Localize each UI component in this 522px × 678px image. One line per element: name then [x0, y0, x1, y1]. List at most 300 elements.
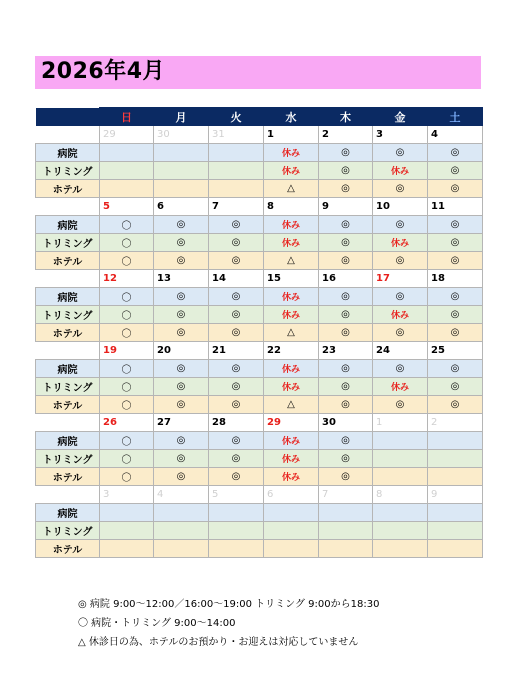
date-cell: 19: [100, 342, 154, 360]
trimming-status-cell: [209, 378, 264, 396]
trimming-status-cell: [100, 378, 154, 396]
hospital-row: [36, 144, 483, 162]
hotel-status-cell: [209, 540, 264, 558]
date-row: [36, 198, 483, 216]
trimming-status-cell: [428, 378, 483, 396]
trimming-status-cell: [154, 522, 209, 540]
trimming-status-cell: [209, 450, 264, 468]
hospital-status-cell: [264, 432, 319, 450]
trimming-status-cell: [319, 234, 373, 252]
trimming-status-cell: [373, 162, 428, 180]
date-cell: 15: [264, 270, 319, 288]
hotel-row: [36, 180, 483, 198]
trimming-status-cell: [428, 522, 483, 540]
status-mark: ◎: [341, 435, 350, 446]
trimming-status-cell: [428, 162, 483, 180]
hospital-label: 病院: [36, 288, 100, 306]
status-mark: ◎: [231, 399, 241, 410]
trimming-status-cell: [428, 450, 483, 468]
status-mark: ◎: [395, 255, 405, 266]
status-mark: 休み: [390, 239, 409, 249]
status-mark: 休み: [390, 383, 409, 393]
date-cell: 9: [319, 198, 373, 216]
date-row-spacer: [36, 414, 100, 432]
hospital-label: 病院: [36, 360, 100, 378]
status-mark: ◎: [450, 381, 460, 392]
status-mark: 〇: [121, 473, 132, 484]
trimming-status-cell: [264, 522, 319, 540]
hotel-status-cell: [154, 252, 209, 270]
status-mark: 休み: [390, 167, 409, 177]
date-cell: 18: [428, 270, 483, 288]
status-mark: 休み: [281, 437, 300, 447]
trimming-status-cell: [154, 306, 209, 324]
status-mark: ◎: [176, 219, 186, 230]
date-cell: 8: [373, 486, 428, 504]
status-mark: ◎: [450, 183, 460, 194]
hotel-row: [36, 540, 483, 558]
hospital-status-cell: [264, 360, 319, 378]
hospital-status-cell: [100, 216, 154, 234]
status-mark: ◎: [341, 183, 350, 194]
weekday-header: 土: [428, 108, 483, 126]
trimming-status-cell: [209, 522, 264, 540]
hotel-status-cell: [319, 396, 373, 414]
trimming-status-cell: [154, 450, 209, 468]
trimming-status-cell: [209, 306, 264, 324]
trimming-status-cell: [264, 162, 319, 180]
trimming-row: [36, 162, 483, 180]
date-cell: 29: [264, 414, 319, 432]
hotel-status-cell: [373, 468, 428, 486]
trimming-status-cell: [319, 162, 373, 180]
hotel-status-cell: [264, 468, 319, 486]
hospital-status-cell: [209, 432, 264, 450]
date-cell: 11: [428, 198, 483, 216]
date-cell: 16: [319, 270, 373, 288]
date-cell: 29: [100, 126, 154, 144]
hotel-label: ホテル: [36, 180, 100, 198]
weekday-header: 水: [264, 108, 319, 126]
status-mark: ◎: [341, 453, 350, 464]
status-mark: 休み: [281, 149, 300, 159]
weekday-header: 火: [209, 108, 264, 126]
date-row-spacer: [36, 270, 100, 288]
trimming-status-cell: [154, 162, 209, 180]
status-mark: 休み: [281, 293, 300, 303]
hotel-status-cell: [100, 540, 154, 558]
hotel-status-cell: [264, 324, 319, 342]
trimming-status-cell: [373, 450, 428, 468]
date-cell: 2: [319, 126, 373, 144]
hotel-status-cell: [154, 324, 209, 342]
trimming-status-cell: [319, 450, 373, 468]
hospital-label: 病院: [36, 504, 100, 522]
hospital-status-cell: [373, 288, 428, 306]
trimming-status-cell: [264, 378, 319, 396]
title-banner: [35, 56, 481, 89]
hotel-status-cell: [428, 540, 483, 558]
trimming-label: トリミング: [36, 306, 100, 324]
hotel-status-cell: [209, 324, 264, 342]
corner-blank: [36, 108, 100, 126]
hospital-status-cell: [209, 360, 264, 378]
date-row: [36, 414, 483, 432]
hospital-status-cell: [209, 288, 264, 306]
hotel-status-cell: [428, 468, 483, 486]
hotel-status-cell: [154, 396, 209, 414]
status-mark: ◎: [450, 327, 460, 338]
page-title: 2026年4月: [41, 59, 166, 84]
hospital-row: [36, 504, 483, 522]
hotel-status-cell: [209, 252, 264, 270]
date-row-spacer: [36, 486, 100, 504]
hotel-status-cell: [319, 540, 373, 558]
status-mark: ◎: [231, 327, 241, 338]
status-mark: 休み: [281, 383, 300, 393]
hospital-status-cell: [264, 144, 319, 162]
status-mark: 〇: [121, 455, 132, 466]
status-mark: ◎: [176, 255, 186, 266]
date-cell: 25: [428, 342, 483, 360]
status-mark: ◎: [176, 237, 186, 248]
status-mark: ◎: [341, 255, 350, 266]
status-mark: ◎: [395, 327, 405, 338]
status-mark: 休み: [390, 311, 409, 321]
date-cell: 7: [319, 486, 373, 504]
hotel-row: [36, 252, 483, 270]
hotel-status-cell: [319, 252, 373, 270]
status-mark: 休み: [281, 239, 300, 249]
weekday-header: 月: [154, 108, 209, 126]
status-mark: ◎: [450, 363, 460, 374]
status-mark: 〇: [121, 293, 132, 304]
date-cell: 31: [209, 126, 264, 144]
hospital-status-cell: [319, 216, 373, 234]
date-cell: 3: [373, 126, 428, 144]
status-mark: ◎: [450, 147, 460, 158]
trimming-row: [36, 378, 483, 396]
trimming-label: トリミング: [36, 450, 100, 468]
hotel-label: ホテル: [36, 252, 100, 270]
date-cell: 30: [154, 126, 209, 144]
legend-line-3: △ 休診日の為、ホテルのお預かり・お迎えは対応していません: [78, 637, 359, 648]
status-mark: ◎: [176, 435, 186, 446]
hospital-status-cell: [154, 144, 209, 162]
status-mark: ◎: [395, 399, 405, 410]
date-cell: 17: [373, 270, 428, 288]
hospital-status-cell: [319, 360, 373, 378]
hospital-status-cell: [264, 288, 319, 306]
hotel-status-cell: [100, 396, 154, 414]
status-mark: 休み: [281, 473, 300, 483]
hospital-status-cell: [264, 504, 319, 522]
hospital-status-cell: [100, 432, 154, 450]
hotel-status-cell: [428, 396, 483, 414]
hospital-status-cell: [373, 432, 428, 450]
hospital-status-cell: [319, 504, 373, 522]
status-mark: ◎: [395, 363, 405, 374]
date-cell: 21: [209, 342, 264, 360]
trimming-status-cell: [100, 162, 154, 180]
hospital-status-cell: [154, 504, 209, 522]
date-cell: 14: [209, 270, 264, 288]
status-mark: ◎: [231, 453, 241, 464]
date-cell: 27: [154, 414, 209, 432]
trimming-status-cell: [209, 162, 264, 180]
hotel-status-cell: [428, 180, 483, 198]
status-mark: ◎: [231, 219, 241, 230]
hotel-label: ホテル: [36, 540, 100, 558]
date-cell: 4: [154, 486, 209, 504]
status-mark: 〇: [121, 239, 132, 250]
hospital-status-cell: [373, 360, 428, 378]
hotel-status-cell: [100, 324, 154, 342]
hotel-status-cell: [100, 252, 154, 270]
status-mark: ◎: [450, 255, 460, 266]
hotel-status-cell: [209, 468, 264, 486]
status-mark: ◎: [176, 399, 186, 410]
trimming-status-cell: [319, 522, 373, 540]
hospital-status-cell: [154, 360, 209, 378]
weekday-header-row: [36, 108, 483, 126]
status-mark: 〇: [121, 329, 132, 340]
hotel-status-cell: [319, 180, 373, 198]
calendar-table: [35, 107, 483, 558]
date-row-spacer: [36, 126, 100, 144]
status-mark: ◎: [231, 363, 241, 374]
status-mark: ◎: [395, 219, 405, 230]
date-cell: 26: [100, 414, 154, 432]
hospital-status-cell: [264, 216, 319, 234]
date-cell: 23: [319, 342, 373, 360]
status-mark: ◎: [231, 291, 241, 302]
trimming-status-cell: [154, 234, 209, 252]
hospital-status-cell: [373, 504, 428, 522]
hotel-row: [36, 396, 483, 414]
hospital-status-cell: [373, 216, 428, 234]
status-mark: ◎: [341, 237, 350, 248]
trimming-status-cell: [100, 306, 154, 324]
hotel-status-cell: [154, 540, 209, 558]
trimming-row: [36, 522, 483, 540]
hospital-status-cell: [373, 144, 428, 162]
date-cell: 24: [373, 342, 428, 360]
hospital-status-cell: [154, 288, 209, 306]
hospital-status-cell: [428, 144, 483, 162]
hospital-row: [36, 216, 483, 234]
hospital-status-cell: [319, 432, 373, 450]
status-mark: ◎: [231, 237, 241, 248]
status-mark: ◎: [176, 309, 186, 320]
hospital-status-cell: [319, 288, 373, 306]
weekday-header: 日: [100, 108, 154, 126]
trimming-status-cell: [373, 306, 428, 324]
status-mark: ◎: [231, 255, 241, 266]
status-mark: ◎: [341, 471, 350, 482]
date-cell: 5: [209, 486, 264, 504]
trimming-row: [36, 306, 483, 324]
hotel-label: ホテル: [36, 468, 100, 486]
status-mark: 〇: [121, 401, 132, 412]
status-mark: ◎: [231, 381, 241, 392]
status-mark: 〇: [121, 437, 132, 448]
hospital-row: [36, 432, 483, 450]
hospital-status-cell: [428, 288, 483, 306]
status-mark: ◎: [341, 309, 350, 320]
status-mark: 〇: [121, 257, 132, 268]
hotel-status-cell: [373, 396, 428, 414]
hotel-status-cell: [319, 468, 373, 486]
trimming-label: トリミング: [36, 162, 100, 180]
status-mark: ◎: [341, 363, 350, 374]
date-row: [36, 270, 483, 288]
trimming-status-cell: [319, 306, 373, 324]
hospital-status-cell: [100, 144, 154, 162]
hospital-status-cell: [209, 216, 264, 234]
status-mark: ◎: [450, 291, 460, 302]
status-mark: ◎: [341, 399, 350, 410]
status-mark: 休み: [281, 365, 300, 375]
trimming-label: トリミング: [36, 522, 100, 540]
legend-line-2: 〇 病院・トリミング 9:00～14:00: [78, 618, 236, 629]
status-mark: ◎: [341, 165, 350, 176]
hotel-status-cell: [264, 540, 319, 558]
hotel-status-cell: [428, 324, 483, 342]
trimming-status-cell: [428, 234, 483, 252]
hospital-row: [36, 288, 483, 306]
status-mark: ◎: [231, 471, 241, 482]
hotel-row: [36, 324, 483, 342]
date-cell: 20: [154, 342, 209, 360]
status-mark: ◎: [231, 435, 241, 446]
trimming-status-cell: [264, 306, 319, 324]
hotel-status-cell: [319, 324, 373, 342]
status-mark: 休み: [281, 311, 300, 321]
hotel-status-cell: [373, 252, 428, 270]
hotel-status-cell: [373, 180, 428, 198]
hotel-status-cell: [373, 540, 428, 558]
hotel-status-cell: [154, 468, 209, 486]
date-cell: 8: [264, 198, 319, 216]
trimming-status-cell: [100, 522, 154, 540]
hotel-status-cell: [264, 252, 319, 270]
legend-line-1: ◎ 病院 9:00～12:00／16:00～19:00 トリミング 9:00から18:30: [78, 599, 380, 610]
hotel-status-cell: [373, 324, 428, 342]
status-mark: ◎: [176, 471, 186, 482]
trimming-status-cell: [264, 234, 319, 252]
trimming-status-cell: [154, 378, 209, 396]
hospital-status-cell: [100, 288, 154, 306]
hospital-row: [36, 360, 483, 378]
status-mark: ◎: [176, 327, 186, 338]
trimming-status-cell: [264, 450, 319, 468]
trimming-status-cell: [319, 378, 373, 396]
date-cell: 12: [100, 270, 154, 288]
hospital-label: 病院: [36, 216, 100, 234]
date-row-spacer: [36, 342, 100, 360]
trimming-label: トリミング: [36, 378, 100, 396]
status-mark: ◎: [341, 381, 350, 392]
date-cell: 7: [209, 198, 264, 216]
date-cell: 1: [264, 126, 319, 144]
status-mark: △: [287, 255, 295, 266]
hotel-status-cell: [100, 468, 154, 486]
status-mark: ◎: [231, 309, 241, 320]
date-cell: 28: [209, 414, 264, 432]
status-mark: ◎: [395, 147, 405, 158]
hospital-status-cell: [154, 432, 209, 450]
status-mark: ◎: [176, 291, 186, 302]
trimming-status-cell: [428, 306, 483, 324]
status-mark: ◎: [395, 291, 405, 302]
hotel-status-cell: [209, 396, 264, 414]
hotel-status-cell: [100, 180, 154, 198]
trimming-status-cell: [373, 234, 428, 252]
date-row-spacer: [36, 198, 100, 216]
date-row: [36, 126, 483, 144]
date-cell: 1: [373, 414, 428, 432]
hospital-status-cell: [428, 504, 483, 522]
trimming-status-cell: [100, 234, 154, 252]
hotel-status-cell: [264, 396, 319, 414]
trimming-status-cell: [209, 234, 264, 252]
date-cell: 13: [154, 270, 209, 288]
status-mark: ◎: [341, 219, 350, 230]
hotel-label: ホテル: [36, 324, 100, 342]
hospital-status-cell: [428, 360, 483, 378]
status-mark: ◎: [450, 309, 460, 320]
date-cell: 30: [319, 414, 373, 432]
hospital-status-cell: [209, 144, 264, 162]
hospital-status-cell: [100, 360, 154, 378]
date-cell: 2: [428, 414, 483, 432]
hospital-status-cell: [319, 144, 373, 162]
weekday-header: 木: [319, 108, 373, 126]
status-mark: ◎: [450, 219, 460, 230]
status-mark: ◎: [176, 363, 186, 374]
status-mark: ◎: [341, 147, 350, 158]
date-cell: 10: [373, 198, 428, 216]
trimming-row: [36, 450, 483, 468]
hotel-status-cell: [428, 252, 483, 270]
hospital-label: 病院: [36, 144, 100, 162]
hospital-status-cell: [428, 432, 483, 450]
status-mark: △: [287, 183, 295, 194]
status-mark: △: [287, 327, 295, 338]
status-mark: ◎: [395, 183, 405, 194]
status-mark: 休み: [281, 221, 300, 231]
status-mark: ◎: [450, 165, 460, 176]
hotel-label: ホテル: [36, 396, 100, 414]
date-cell: 3: [100, 486, 154, 504]
hospital-status-cell: [209, 504, 264, 522]
trimming-row: [36, 234, 483, 252]
status-mark: ◎: [450, 237, 460, 248]
trimming-status-cell: [373, 378, 428, 396]
hotel-row: [36, 468, 483, 486]
status-mark: 休み: [281, 167, 300, 177]
weekday-header: 金: [373, 108, 428, 126]
status-mark: ◎: [341, 327, 350, 338]
date-cell: 6: [154, 198, 209, 216]
date-cell: 9: [428, 486, 483, 504]
trimming-label: トリミング: [36, 234, 100, 252]
status-mark: 〇: [121, 383, 132, 394]
date-cell: 5: [100, 198, 154, 216]
hospital-status-cell: [154, 216, 209, 234]
hospital-status-cell: [428, 216, 483, 234]
